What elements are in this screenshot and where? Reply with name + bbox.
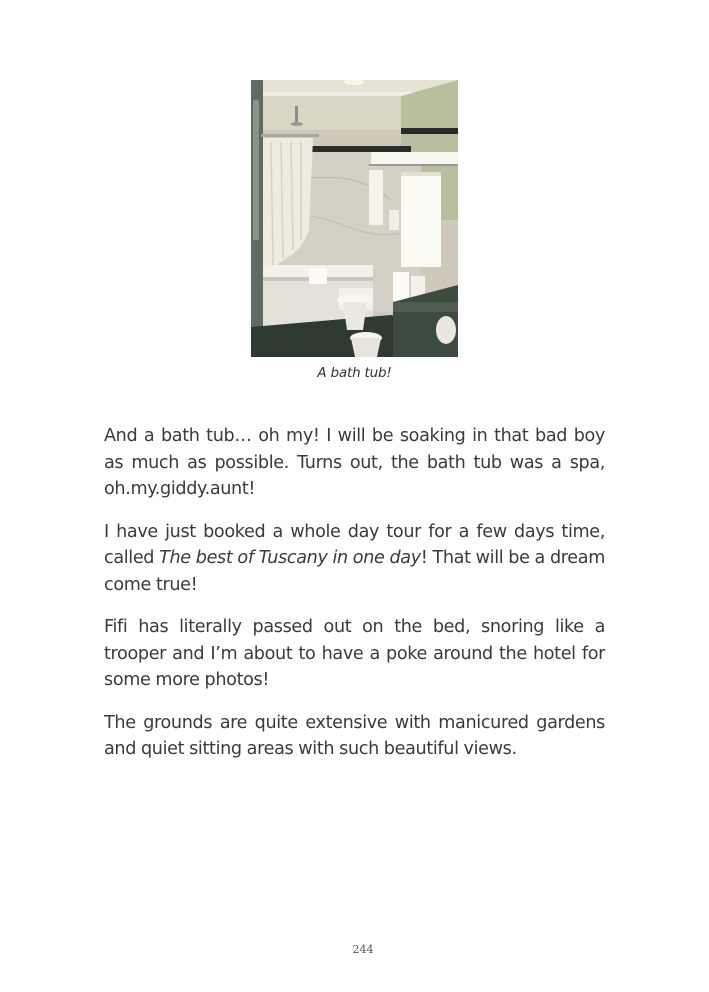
- paragraph-3: Fifi has literally passed out on the bed, snoring like a trooper and I’m about to have a poke around the hotel for some more photos!: [104, 617, 605, 690]
- paragraph-4: The grounds are quite extensive with manicured gardens and quiet sitting areas with such beautiful views.: [104, 712, 605, 759]
- figure-caption: A bath tub!: [317, 365, 392, 381]
- body-text: [104, 423, 605, 779]
- paragraph-1: And a bath tub… oh my! I will be soaking in that bad boy as much as possible. Turns out, the bath tub was a spa, oh.my.giddy.aunt!: [104, 426, 605, 499]
- paragraph-2-end: ! That will be a dream come true!: [104, 548, 605, 595]
- paragraph-2: [104, 519, 605, 599]
- tour-title: The best of Tuscany in one day: [159, 548, 421, 568]
- bathroom-photo: [251, 80, 458, 357]
- page-number: 244: [352, 943, 374, 956]
- paragraph-2-start: I have just booked a whole day tour for a few days time, called: [104, 521, 605, 568]
